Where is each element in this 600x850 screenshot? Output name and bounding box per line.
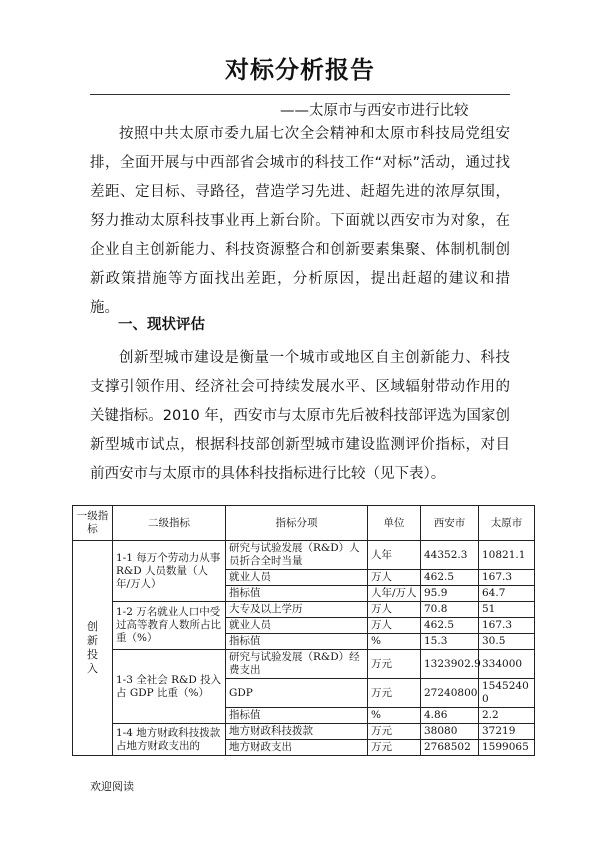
sub-item: 指标值 xyxy=(226,634,368,650)
unit-cell: 万元 xyxy=(368,724,421,740)
footer-text: 欢迎阅读 xyxy=(90,780,134,793)
unit-cell: 万元 xyxy=(368,650,421,679)
sub-item: 指标值 xyxy=(226,708,368,724)
indicator-name: 1-3 全社会 R&D 投入占 GDP 比重（%） xyxy=(113,650,226,724)
table-row xyxy=(73,541,535,570)
indicator-name: 1-2 万名就业人口中受过高等教育人数所占比重（%） xyxy=(113,602,226,650)
xian-value: 1323902.9 xyxy=(421,650,479,679)
unit-cell: % xyxy=(368,708,421,724)
xian-value: 70.8 xyxy=(421,602,479,618)
taiyuan-value: 30.5 xyxy=(479,634,535,650)
section-heading: 一、现状评估 xyxy=(118,317,205,333)
category-label: 创新投入 xyxy=(87,620,98,675)
sub-item: GDP xyxy=(226,679,368,708)
indicator-name: 1-4 地方财政科技拨款占地方财政支出的 xyxy=(113,724,226,756)
xian-value: 15.3 xyxy=(421,634,479,650)
xian-value: 95.9 xyxy=(421,586,479,602)
taiyuan-value: 334000 xyxy=(479,650,535,679)
xian-value: 38080 xyxy=(421,724,479,740)
unit-cell: 万人 xyxy=(368,570,421,586)
header-taiyuan: 太原市 xyxy=(479,506,535,541)
taiyuan-value: 51 xyxy=(479,602,535,618)
sub-item: 大专及以上学历 xyxy=(226,602,368,618)
taiyuan-value: 15452400 xyxy=(479,679,535,708)
header-level1: 一级指标 xyxy=(73,506,113,541)
unit-cell: 万人 xyxy=(368,618,421,634)
taiyuan-value: 167.3 xyxy=(479,618,535,634)
unit-cell: 万元 xyxy=(368,740,421,756)
indicator-name: 1-1 每万个劳动力从事 R&D 人员数量（人年/万人） xyxy=(113,541,226,602)
table-row xyxy=(73,650,535,679)
taiyuan-value: 10821.1 xyxy=(479,541,535,570)
taiyuan-value: 37219 xyxy=(479,724,535,740)
header-sub-item: 指标分项 xyxy=(226,506,368,541)
unit-cell: 人年 xyxy=(368,541,421,570)
unit-cell: % xyxy=(368,634,421,650)
header-level2: 二级指标 xyxy=(113,506,226,541)
sub-item: 研究与试验发展（R&D）人员折合全时当量 xyxy=(226,541,368,570)
taiyuan-value: 2.2 xyxy=(479,708,535,724)
unit-cell: 万人 xyxy=(368,602,421,618)
intro-paragraph: 按照中共太原市委九届七次全会精神和太原市科技局党组安排，全面开展与中西部省会城市的科技工作“对标”活动，通过找差距、定目标、寻路径，营造学习先进、赶超先进的浓厚氛围，努力推动太原科技事业再上新台阶。下面就以西安市为对象，在企业自主创新能力、科技资源整合和创新要素集聚、体制机制创新政策措施等方面找出差距，分析原因，提出赶超的建议和措施。 xyxy=(90,126,510,316)
header-xian: 西安市 xyxy=(421,506,479,541)
xian-value: 462.5 xyxy=(421,618,479,634)
header-unit: 单位 xyxy=(368,506,421,541)
taiyuan-value: 167.3 xyxy=(479,570,535,586)
sub-item: 就业人员 xyxy=(226,570,368,586)
taiyuan-value: 64.7 xyxy=(479,586,535,602)
sub-item: 指标值 xyxy=(226,586,368,602)
sub-item: 就业人员 xyxy=(226,618,368,634)
title-divider xyxy=(90,94,510,95)
table-row xyxy=(73,602,535,618)
xian-value: 27240800 xyxy=(421,679,479,708)
table-row xyxy=(73,724,535,740)
category-cell xyxy=(73,541,113,756)
xian-value: 2768502 xyxy=(421,740,479,756)
indicator-table xyxy=(72,505,535,756)
xian-value: 44352.3 xyxy=(421,541,479,570)
assessment-paragraph: 创新型城市建设是衡量一个城市或地区自主创新能力、科技支撑引领作用、经济社会可持续发展水平、区域辐射带动作用的关键指标。2010 年，西安市与太原市先后被科技部评选为国家创新型城市试点，根据科技部创新型城市建设监测评价指标，对目前西安市与太原市的具体科技指标进行比较（见下表）。 xyxy=(90,350,510,482)
unit-cell: 人年/万人 xyxy=(368,586,421,602)
table-header-row xyxy=(73,506,535,541)
document-title: 对标分析报告 xyxy=(225,56,375,84)
sub-item: 地方财政支出 xyxy=(226,740,368,756)
taiyuan-value: 1599065 xyxy=(479,740,535,756)
xian-value: 462.5 xyxy=(421,570,479,586)
sub-item: 研究与试验发展（R&D）经费支出 xyxy=(226,650,368,679)
unit-cell: 万元 xyxy=(368,679,421,708)
xian-value: 4.86 xyxy=(421,708,479,724)
document-subtitle: ——太原市与西安市进行比较 xyxy=(280,103,469,119)
sub-item: 地方财政科技拨款 xyxy=(226,724,368,740)
